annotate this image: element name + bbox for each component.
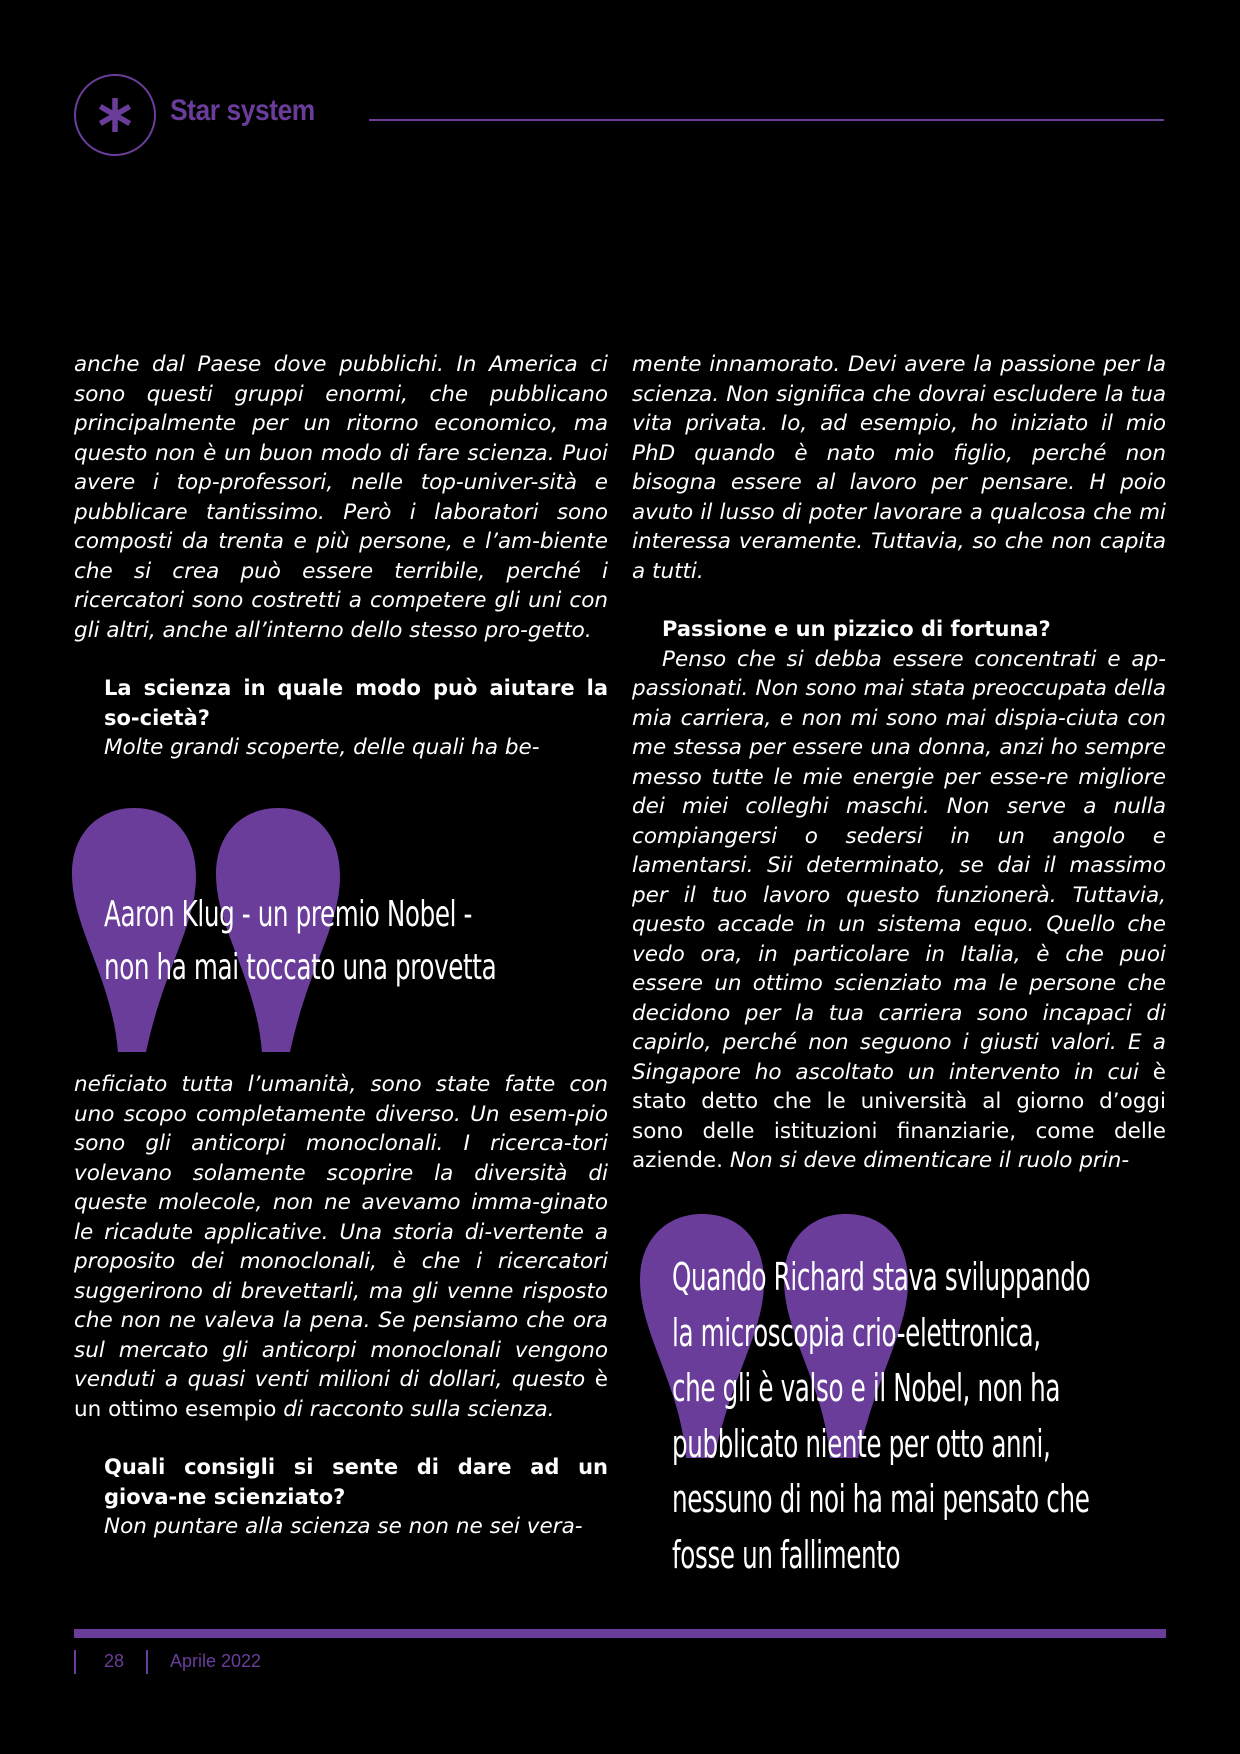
left-column-top [74, 350, 608, 763]
pull-quote-line: fosse un fallimento [672, 1532, 901, 1577]
left-column-bottom [74, 1070, 608, 1542]
pull-quote-line: Quando Richard stava sviluppando [672, 1255, 1091, 1299]
pull-quote-line: che gli è valso e il Nobel, non ha [672, 1366, 1061, 1410]
interview-question: Quali consigli si sente di dare ad un giova-ne scienziato? [104, 1455, 608, 1509]
pull-quote [672, 1250, 1212, 1583]
body-paragraph: mente innamorato. Devi avere la passione per la scienza. Non significa che dovrai escludere la tua vita privata. Io, ad esempio, ho iniziato il mio PhD quando è nato mio figlio, perché non bisogna essere al lavoro per pensare. H poio avuto il lusso di poter lavorare a qualcosa che mi interessa veramente. Tuttavia, so che non capita a tutti. [632, 352, 1166, 584]
pull-quote-line: nessuno di noi ha mai pensato che [672, 1477, 1090, 1521]
body-paragraph: Molte grandi scoperte, delle quali ha be- [104, 735, 540, 760]
footer-divider [146, 1650, 148, 1674]
interview-question: Passione e un pizzico di fortuna? [662, 617, 1051, 641]
pull-quote-line: non ha mai toccato una provetta [104, 947, 497, 988]
interview-question: La scienza in quale modo può aiutare la so-cietà? [104, 676, 608, 730]
pull-quote [104, 888, 624, 994]
footer-bar [74, 1629, 1166, 1638]
body-paragraph: neficiato tutta l’umanità, sono state fatte con uno scopo completamente diverso. Un esem-pio sono gli anticorpi monoclonali. I ricerca-tori volevano solamente scoprire la diversità di queste molecole, non ne avevamo imma-ginato le ricadute applicative. Una storia di-vertente a proposito dei monoclonali, è che i ricercatori suggerirono di brevettarli, ma gli venne risposto che non ne valeva la pena. Se pensiamo che ora sul mercato gli anticorpi monoclonali vengono venduti a quasi venti milioni di dollari, questo è un ottimo esempio di racconto sulla scienza. [74, 1072, 608, 1422]
issue-date: Aprile 2022 [170, 1651, 262, 1671]
pull-quote-line: la microscopia crio-elettronica, [672, 1310, 1041, 1355]
body-paragraph: anche dal Paese dove pubblichi. In America ci sono questi gruppi enormi, che pubblicano principalmente per un ritorno economico, ma questo non è un buon modo di fare scienza. Puoi avere i top-professori, nelle top-univer-sità e pubblicare tantissimo. Però i laboratori sono composti da trenta e più persone, e l’am-biente che si crea può essere terribile, perché i ricercatori sono costretti a competere gli uni con gli altri, anche all’interno dello stesso pro-getto. [74, 352, 608, 643]
pull-quote-line: Aaron Klug - un premio Nobel - [104, 894, 473, 935]
body-paragraph: Non puntare alla scienza se non ne sei vera- [104, 1514, 583, 1539]
asterisk-icon [74, 74, 156, 156]
page-number: 28 [104, 1651, 125, 1671]
header-divider [369, 119, 1164, 121]
pull-quote-line: pubblicato niente per otto anni, [672, 1421, 1051, 1466]
footer-divider [74, 1650, 76, 1674]
section-title: Star system [170, 94, 315, 127]
right-column [632, 350, 1166, 1176]
body-paragraph: Penso che si debba essere concentrati e ap-passionati. Non sono mai stata preoccupata della mia carriera, e non mi sono mai dispia-ciuta con me stessa per essere una donna, anzi ho sempre messo tutte le mie energie per esse-re migliore dei miei colleghi maschi. Non serve a nulla compiangersi o sedersi in un angolo e lamentarsi. Sii determinato, se dai il massimo per il tuo lavoro questo funzionerà. Tuttavia, questo accade in un sistema equo. Quello che vedo ora, in particolare in Italia, è che puoi essere un ottimo scienziato ma le persone che decidono per la tua carriera sono incapaci di capirlo, perché non seguono i giusti valori. E a Singapore ho ascoltato un intervento in cui è stato detto che le università al giorno d’oggi sono delle istituzioni finanziarie, come delle aziende. Non si deve dimenticare il ruolo prin- [632, 646, 1166, 1173]
